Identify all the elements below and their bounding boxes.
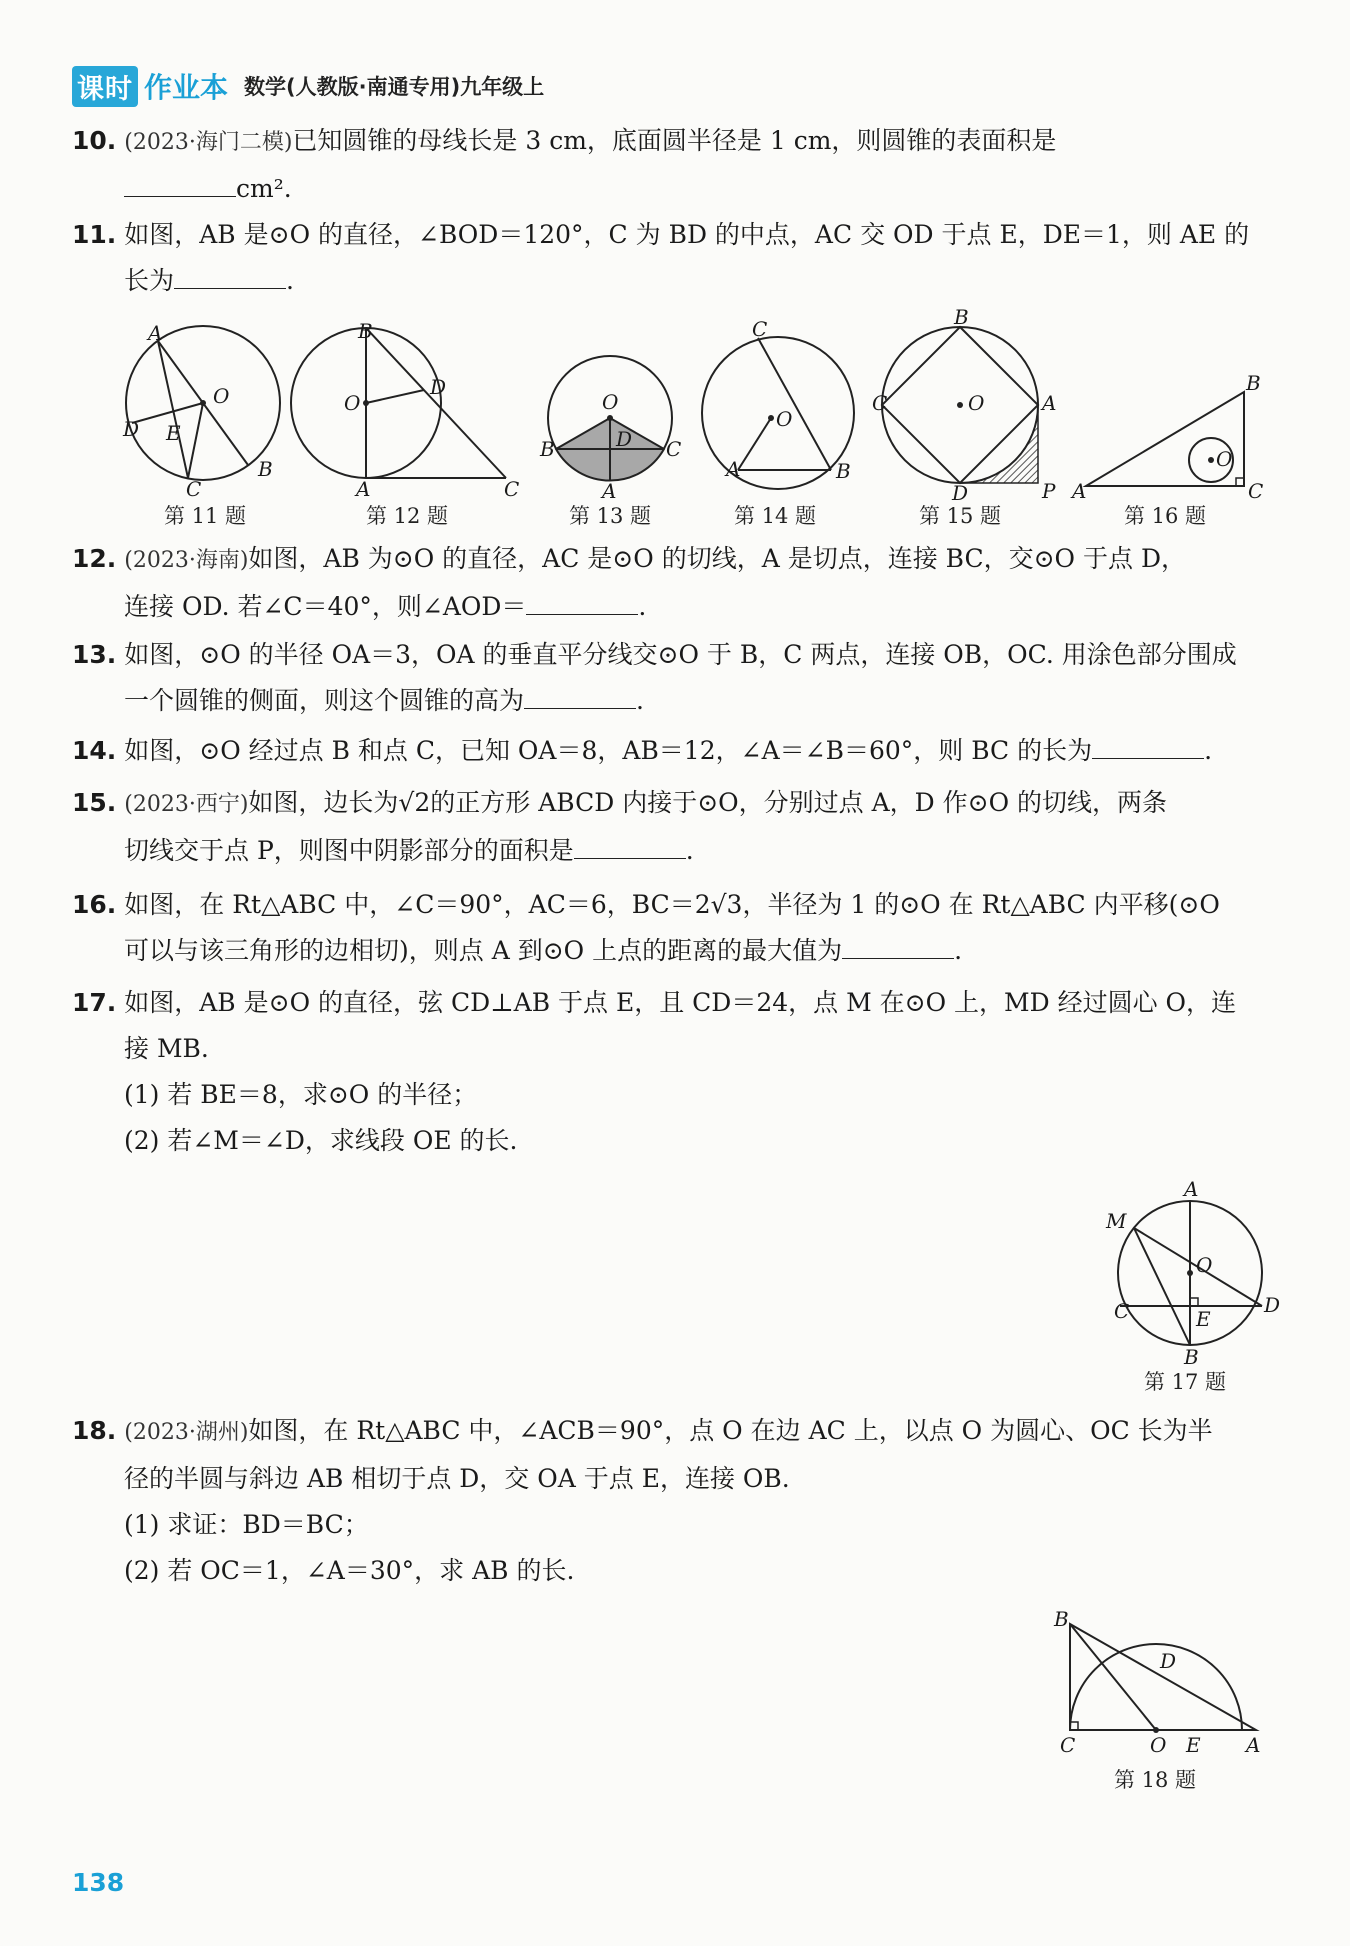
question-text: 如图，⊙O 经过点 B 和点 C，已知 OA＝8，AB＝12，∠A＝∠B＝60°，则 BC 的长为 (124, 736, 1093, 765)
svg-text:O: O (602, 390, 619, 414)
question-number: 11. (72, 220, 117, 249)
question-text: 如图，AB 为⊙O 的直径，AC 是⊙O 的切线，A 是切点，连接 BC，交⊙O 于点 D， (248, 544, 1186, 573)
svg-text:C: C (1060, 1733, 1076, 1757)
answer-blank (524, 684, 636, 709)
question-text: 如图，AB 是⊙O 的直径，弦 CD⊥AB 于点 E，且 CD＝24，点 M 在⊙O 上，MD 经过圆心 O，连 (124, 988, 1237, 1017)
question-number: 17. (72, 988, 117, 1017)
question-15: 15. (2023·西宁)如图，边长为√2的正方形 ABCD 内接于⊙O，分别过点 A，D 作⊙O 的切线，两条 切线交于点 P，则图中阴影部分的面积是 . (72, 788, 1168, 865)
book-subtitle: 数学(人教版·南通专用)九年级上 (244, 75, 545, 99)
question-text: (2) 若 OC＝1，∠A＝30°，求 AB 的长. (124, 1556, 575, 1585)
svg-text:C: C (1114, 1299, 1130, 1323)
svg-text:M: M (1106, 1209, 1127, 1233)
figure-16 (1066, 370, 1266, 503)
question-text: cm². (236, 174, 292, 203)
svg-text:C: C (872, 391, 888, 415)
svg-text:O: O (1150, 1733, 1167, 1757)
answer-blank (526, 590, 638, 615)
question-16: 16. 如图，在 Rt△ABC 中，∠C＝90°，AC＝6，BC＝2√3，半径为 1 的⊙O 在 Rt△ABC 内平移(⊙O 可以与该三角形的边相切)，则点 A 到⊙O 上点的距离的最大值为 . (72, 890, 1220, 965)
answer-blank (574, 834, 686, 859)
question-number: 10. (72, 126, 117, 155)
svg-text:B: B (358, 319, 373, 343)
figure-17 (1100, 1177, 1281, 1369)
svg-text:A: A (1042, 391, 1057, 415)
question-text: (1) 求证：BD＝BC； (124, 1510, 369, 1539)
svg-text:A: A (602, 479, 617, 503)
svg-text:D: D (123, 417, 140, 441)
page-number: 138 (72, 1868, 125, 1897)
svg-text:B: B (954, 305, 969, 329)
svg-text:O: O (344, 391, 361, 415)
answer-blank (1092, 734, 1204, 759)
figure-13 (540, 318, 690, 503)
figure-caption: 第 12 题 (365, 504, 449, 528)
question-text: 可以与该三角形的边相切)，则点 A 到⊙O 上点的距离的最大值为 (124, 936, 843, 965)
svg-text:B: B (258, 457, 273, 481)
question-number: 13. (72, 640, 117, 669)
figure-15 (872, 305, 1058, 505)
figure-18 (1046, 1606, 1268, 1756)
question-text: 长为 (124, 266, 175, 295)
question-source: (2023·西宁) (124, 792, 249, 817)
svg-text:C: C (186, 477, 202, 501)
svg-text:D: D (952, 481, 969, 505)
question-number: 18. (72, 1416, 117, 1445)
svg-text:O: O (776, 407, 793, 431)
logo-box: 课时 (72, 66, 138, 107)
svg-text:A: A (726, 457, 741, 481)
logo-text: 作业本 (144, 71, 229, 104)
svg-text:B: B (1246, 371, 1261, 395)
question-text: 径的半圆与斜边 AB 相切于点 D，交 OA 于点 E，连接 OB. (124, 1464, 790, 1493)
answer-blank (174, 264, 286, 289)
svg-text:C: C (666, 437, 682, 461)
svg-text:B: B (836, 459, 851, 483)
figure-caption: 第 15 题 (918, 504, 1002, 528)
question-text: 如图，在 Rt△ABC 中，∠ACB＝90°，点 O 在边 AC 上，以点 O 为圆心、OC 长为半 (248, 1416, 1213, 1445)
question-11: 11. 如图，AB 是⊙O 的直径，∠BOD＝120°，C 为 BD 的中点，AC 交 OD 于点 E，DE＝1，则 AE 的 长为 . (72, 220, 1250, 295)
svg-text:A: A (1184, 1177, 1199, 1201)
question-text: 接 MB. (124, 1034, 209, 1063)
figure-11 (118, 318, 288, 501)
question-12: 12. (2023·海南)如图，AB 为⊙O 的直径，AC 是⊙O 的切线，A 是切点，连接 BC，交⊙O 于点 D， 连接 OD. 若∠C＝40°，则∠AOD＝ . (72, 544, 1186, 621)
question-13: 13. 如图，⊙O 的半径 OA＝3，OA 的垂直平分线交⊙O 于 B，C 两点，连接 OB，OC. 用涂色部分围成 一个圆锥的侧面，则这个圆锥的高为 . (72, 640, 1237, 715)
svg-text:B: B (1054, 1607, 1069, 1631)
question-source: (2023·湖州) (124, 1420, 249, 1445)
book-logo (72, 66, 228, 107)
question-text: (1) 若 BE＝8，求⊙O 的半径； (124, 1080, 478, 1109)
svg-text:A: A (1072, 479, 1087, 503)
svg-text:C: C (504, 477, 520, 501)
question-text: 已知圆锥的母线长是 3 cm，底面圆半径是 1 cm，则圆锥的表面积是 (292, 126, 1057, 155)
page-header (72, 66, 544, 106)
question-text: (2) 若∠M＝∠D，求线段 OE 的长. (124, 1126, 518, 1155)
svg-text:O: O (213, 384, 230, 408)
figure-caption: 第 16 题 (1123, 504, 1207, 528)
question-number: 12. (72, 544, 117, 573)
svg-text:C: C (752, 317, 768, 341)
figure-14 (696, 318, 866, 498)
question-text: 如图，在 Rt△ABC 中，∠C＝90°，AC＝6，BC＝2√3，半径为 1 的⊙O 在 Rt△ABC 内平移(⊙O (124, 890, 1220, 919)
svg-text:B: B (540, 437, 555, 461)
figure-caption: 第 14 题 (733, 504, 817, 528)
svg-text:O: O (1196, 1253, 1213, 1277)
question-source: (2023·海门二模) (124, 130, 293, 155)
question-text: 如图，AB 是⊙O 的直径，∠BOD＝120°，C 为 BD 的中点，AC 交 OD 于点 E，DE＝1，则 AE 的 (124, 220, 1250, 249)
svg-text:A: A (356, 477, 371, 501)
question-17 (72, 980, 1272, 1164)
question-10 (72, 118, 1272, 212)
svg-text:A: A (148, 321, 163, 345)
svg-text:C: C (1248, 479, 1264, 503)
figure-caption: 第 11 题 (163, 504, 247, 528)
question-source: (2023·海南) (124, 548, 249, 573)
svg-text:D: D (1160, 1649, 1177, 1673)
question-14: 14. 如图，⊙O 经过点 B 和点 C，已知 OA＝8，AB＝12，∠A＝∠B＝60°，则 BC 的长为 . (72, 736, 1213, 765)
question-text: 切线交于点 P，则图中阴影部分的面积是 (124, 836, 574, 865)
question-text: 如图，边长为√2的正方形 ABCD 内接于⊙O，分别过点 A，D 作⊙O 的切线，两条 (248, 788, 1168, 817)
svg-text:P: P (1042, 479, 1056, 503)
answer-blank (124, 172, 236, 197)
svg-text:D: D (616, 427, 633, 451)
question-number: 14. (72, 736, 117, 765)
svg-text:O: O (968, 391, 985, 415)
figure-caption: 第 18 题 (1113, 1768, 1197, 1792)
answer-blank (842, 934, 954, 959)
svg-text:E: E (166, 421, 181, 445)
svg-text:O: O (1216, 447, 1233, 471)
svg-text:E: E (1186, 1733, 1201, 1757)
svg-text:E: E (1196, 1307, 1211, 1331)
question-18 (72, 1408, 1272, 1594)
question-text: 连接 OD. 若∠C＝40°，则∠AOD＝ (124, 592, 527, 621)
svg-text:D: D (1264, 1293, 1281, 1317)
svg-text:A: A (1246, 1733, 1261, 1757)
question-text: 一个圆锥的侧面，则这个圆锥的高为 (124, 686, 525, 715)
figure-caption: 第 17 题 (1143, 1370, 1227, 1394)
question-number: 16. (72, 890, 117, 919)
question-text: 如图，⊙O 的半径 OA＝3，OA 的垂直平分线交⊙O 于 B，C 两点，连接 OB，OC. 用涂色部分围成 (124, 640, 1237, 669)
figure-12 (296, 318, 526, 501)
figure-caption: 第 13 题 (568, 504, 652, 528)
svg-text:B: B (1184, 1345, 1199, 1369)
question-number: 15. (72, 788, 117, 817)
svg-text:D: D (430, 375, 447, 399)
